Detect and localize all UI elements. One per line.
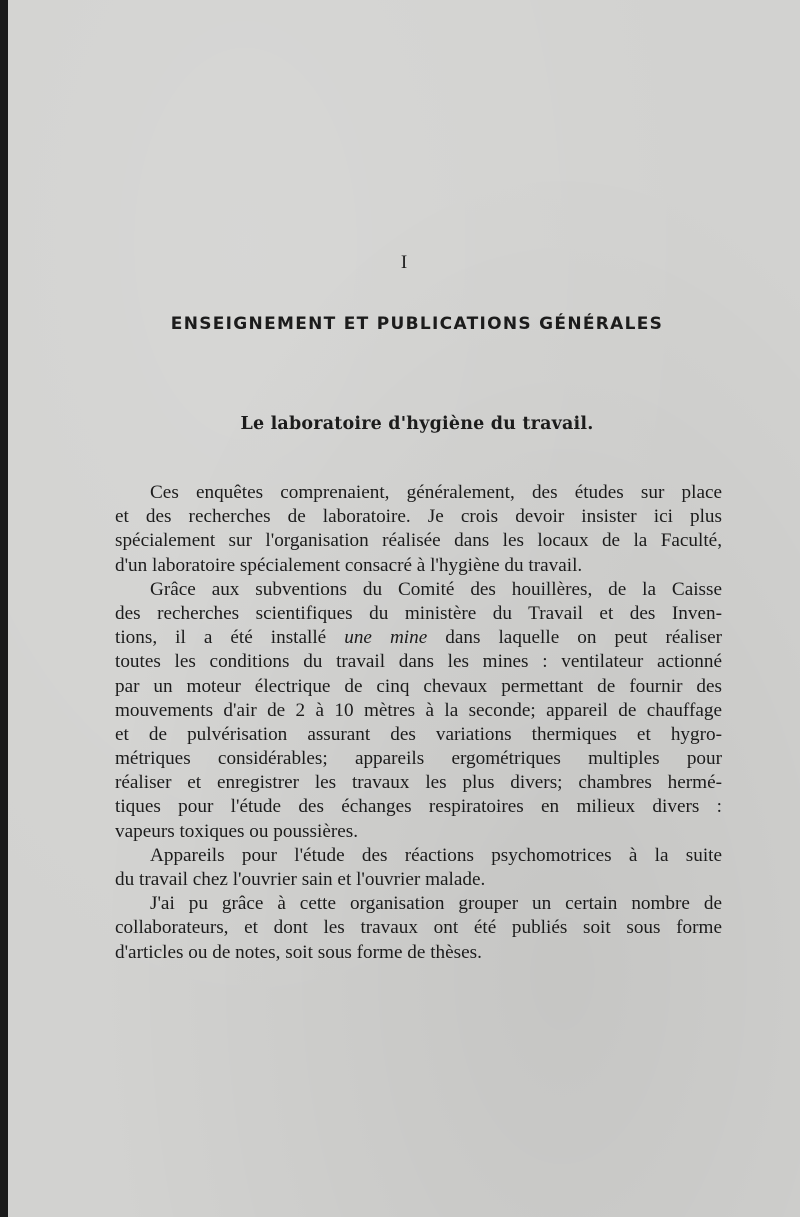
chapter-title: ENSEIGNEMENT ET PUBLICATIONS GÉNÉRALES — [170, 314, 664, 334]
book-page — [8, 0, 800, 1217]
text-line: tiques pour l'étude des échanges respiratoires en milieux divers : — [115, 796, 722, 818]
text-line: collaborateurs, et dont les travaux ont été publiés soit sous forme — [115, 917, 722, 939]
text-line: réaliser et enregistrer les travaux les plus divers; chambres hermé- — [115, 772, 722, 794]
text-line: mouvements d'air de 2 à 10 mètres à la seconde; appareil de chauffage — [115, 699, 722, 721]
text-line: Ces enquêtes comprenaient, généralement, des études sur place — [150, 482, 722, 503]
text-line-with-emphasis — [115, 626, 722, 650]
text-line: par un moteur électrique de cinq chevaux permettant de fournir des — [115, 675, 722, 697]
text-line: Appareils pour l'étude des réactions psychomotrices à la suite — [150, 844, 722, 866]
text-segment: tions, il a été installé — [115, 627, 327, 649]
text-line: des recherches scientifiques du ministère du Travail et des Inven- — [115, 602, 722, 624]
text-line: vapeurs toxiques ou poussières. — [115, 820, 359, 842]
section-title: Le laboratoire d'hygiène du travail. — [240, 414, 594, 434]
text-line: et de pulvérisation assurant des variations thermiques et hygro- — [115, 723, 722, 745]
text-line: et des recherches de laboratoire. Je crois devoir insister ici plus — [115, 506, 722, 528]
text-line: du travail chez l'ouvrier sain et l'ouvrier malade. — [115, 869, 486, 890]
body-text — [115, 481, 722, 965]
emphasized-text: une mine — [344, 627, 428, 649]
text-line: d'articles ou de notes, soit sous forme de thèses. — [115, 941, 482, 963]
text-line: toutes les conditions du travail dans les mines : ventilateur actionné — [115, 651, 722, 673]
text-line: spécialement sur l'organisation réalisée dans les locaux de la Faculté, — [115, 530, 722, 552]
text-line: d'un laboratoire spécialement consacré à l'hygiène du travail. — [115, 554, 583, 576]
text-line: métriques considérables; appareils ergométriques multiples pour — [115, 748, 722, 770]
text-line: J'ai pu grâce à cette organisation grouper un certain nombre de — [150, 893, 722, 915]
chapter-number: I — [400, 252, 408, 273]
text-line: Grâce aux subventions du Comité des houillères, de la Caisse — [150, 578, 722, 600]
text-segment: dans laquelle on peut réaliser — [445, 627, 722, 649]
